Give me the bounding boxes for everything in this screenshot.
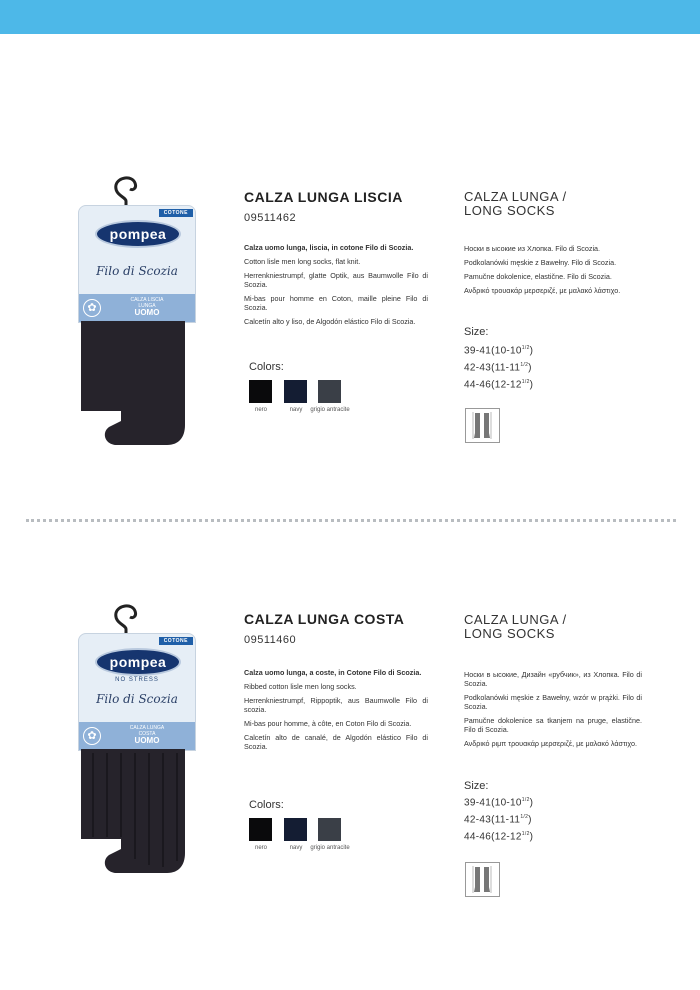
- size-end: ): [528, 814, 532, 826]
- size-row: [464, 797, 533, 808]
- color-swatch-grigio-antracite[interactable]: [318, 380, 341, 403]
- colors-label: Colors:: [249, 361, 284, 373]
- desc-greek: Ανδρικό ριμπ τρουακάρ μερσεριζέ, με μαλακό λάστιχο.: [464, 739, 637, 748]
- cotone-label: COTONE: [159, 637, 193, 645]
- package-card: [78, 633, 196, 751]
- brand-logo: pompea: [95, 648, 181, 676]
- size-fraction: 1/2: [521, 797, 530, 803]
- size-value: 42-43(11-11: [464, 362, 521, 374]
- band-line3: UOMO: [134, 736, 160, 745]
- size-fraction: 1/2: [520, 362, 529, 368]
- header-bar: [0, 0, 700, 34]
- desc-english: Ribbed cotton lisle men long socks.: [244, 682, 357, 691]
- size-end: ): [529, 831, 534, 843]
- size-value: 39-41(10-10: [464, 345, 522, 357]
- desc-spanish: Calcetín alto y liso, de Algodón elástico Filo di Scozia.: [244, 317, 416, 326]
- product-title-secondary: [464, 190, 567, 218]
- brand-logo: pompea: [95, 220, 181, 248]
- title2-line1: CALZA LUNGA /: [464, 189, 567, 204]
- size-row: [464, 831, 533, 842]
- band-line2: LUNGA: [138, 303, 156, 309]
- section-divider: [26, 519, 676, 522]
- size-row: [464, 345, 533, 356]
- size-end: ): [529, 345, 534, 357]
- product-description: [244, 243, 428, 331]
- desc-polish: Podkolanówki męskie z Bawełny, wzór w prążki. Filo di Scozia.: [464, 693, 642, 711]
- size-end: ): [529, 379, 534, 391]
- color-name-nero: nero: [254, 845, 267, 851]
- size-label: Size:: [464, 780, 489, 792]
- product-code: 09511460: [244, 634, 297, 646]
- size-label: Size:: [464, 326, 489, 338]
- desc-german: Herrenkniestrumpf, Rippoptik, aus Baumwolle Filo di scozia.: [244, 696, 428, 714]
- product-title-secondary: [464, 613, 567, 641]
- color-swatch-nero[interactable]: [249, 818, 272, 841]
- title2-line2: LONG SOCKS: [464, 626, 555, 641]
- product-description-intl: [464, 670, 642, 753]
- size-value: 39-41(10-10: [464, 797, 522, 809]
- desc-serbian: Pamučne dokolenice, elastične. Filo di Scozia.: [464, 272, 612, 281]
- color-swatch-nero[interactable]: [249, 380, 272, 403]
- desc-german: Herrenkniestrumpf, glatte Optik, aus Baumwolle Filo di Scozia.: [244, 271, 428, 289]
- product-card-costa: [0, 603, 700, 963]
- color-name-grigio: grigio antracite: [310, 407, 350, 413]
- color-name-nero: nero: [254, 407, 267, 413]
- product-package-image: [78, 175, 196, 450]
- package-script-title: Filo di Scozia: [96, 264, 178, 278]
- size-end: ): [529, 797, 534, 809]
- product-description: [244, 668, 428, 756]
- sock-image: [81, 749, 191, 873]
- desc-spanish: Calcetín alto de canalé, de Algodón elástico Filo di Scozia.: [244, 733, 428, 751]
- product-title: CALZA LUNGA COSTA: [244, 611, 405, 627]
- color-swatch-navy[interactable]: [284, 380, 307, 403]
- size-end: ): [528, 362, 532, 374]
- package-card: [78, 205, 196, 323]
- desc-polish: Podkolanówki męskie z Bawełny. Filo di Scozia.: [464, 258, 617, 267]
- desc-french: Mi-bas pour homme en Coton, maille pleine Filo di Scozia.: [244, 294, 428, 312]
- title2-line2: LONG SOCKS: [464, 203, 555, 218]
- band-line1: CALZA LUNGA: [129, 725, 165, 731]
- desc-russian: Носки в ысокие, Дизайн «рубчик», из Хлопка. Filo di Scozia.: [464, 670, 642, 688]
- desc-french: Mi-bas pour homme, à côte, en Coton Filo di Scozia.: [244, 719, 412, 728]
- product-description-intl: [464, 244, 642, 300]
- size-fraction: 1/2: [521, 831, 530, 837]
- product-card-liscia: [0, 175, 700, 535]
- band-line1: CALZA LISCIA: [130, 297, 164, 303]
- package-band: [79, 722, 195, 750]
- desc-english: Cotton lisle men long socks, flat knit.: [244, 257, 361, 266]
- size-value: 44-46(12-12: [464, 831, 522, 843]
- band-line2: COSTA: [138, 731, 156, 737]
- cotton-flower-icon: ✿: [83, 727, 101, 745]
- desc-russian: Носки в ысокие из Хлопка. Filo di Scozia.: [464, 244, 601, 253]
- size-row: [464, 814, 532, 825]
- size-fraction: 1/2: [521, 379, 530, 385]
- size-row: [464, 362, 532, 373]
- product-code: 09511462: [244, 212, 297, 224]
- package-script-title: Filo di Scozia: [96, 692, 178, 706]
- package-band: [79, 294, 195, 322]
- long-sock-icon: [465, 408, 500, 443]
- size-value: 42-43(11-11: [464, 814, 521, 826]
- color-swatch-navy[interactable]: [284, 818, 307, 841]
- desc-serbian: Pamučne dokolenice sa tkanjem na pruge, elastične. Filo di Scozia.: [464, 716, 642, 734]
- color-name-navy: navy: [289, 407, 303, 413]
- color-name-navy: navy: [289, 845, 303, 851]
- color-name-grigio: grigio antracite: [310, 845, 350, 851]
- cotton-flower-icon: ✿: [83, 299, 101, 317]
- desc-italian: Calza uomo lunga, a coste, in Cotone Filo di Scozia.: [244, 668, 422, 677]
- sock-image: [81, 321, 191, 445]
- product-package-image: [78, 603, 196, 878]
- size-fraction: 1/2: [520, 814, 529, 820]
- size-row: [464, 379, 533, 390]
- cotone-label: COTONE: [159, 209, 193, 217]
- title2-line1: CALZA LUNGA /: [464, 612, 567, 627]
- color-swatch-grigio-antracite[interactable]: [318, 818, 341, 841]
- desc-italian: Calza uomo lunga, liscia, in cotone Filo di Scozia.: [244, 243, 414, 252]
- size-fraction: 1/2: [521, 345, 530, 351]
- size-value: 44-46(12-12: [464, 379, 522, 391]
- long-sock-icon: [465, 862, 500, 897]
- colors-label: Colors:: [249, 799, 284, 811]
- band-line3: UOMO: [134, 308, 160, 317]
- desc-greek: Ανδρικό τρουακάρ μερσεριζέ, με μαλακό λάστιχο.: [464, 286, 621, 295]
- brand-tagline: NO STRESS: [115, 677, 159, 683]
- product-title: CALZA LUNGA LISCIA: [244, 189, 403, 205]
